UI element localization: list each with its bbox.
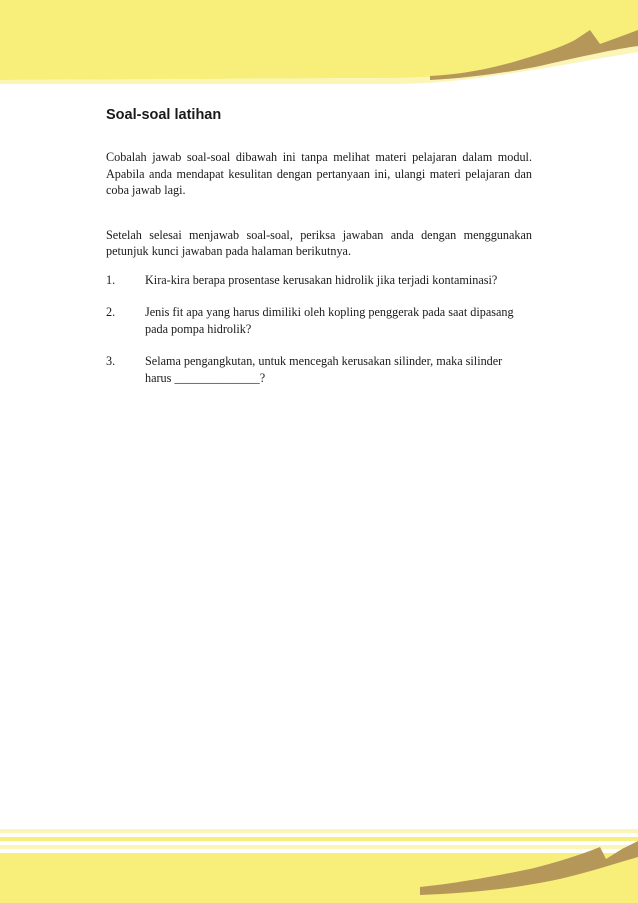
answer-key-paragraph: Setelah selesai menjawab soal-soal, periksa jawaban anda dengan menggunakan petunjuk kunci jawaban pada halaman berikutnya. <box>106 227 532 258</box>
question-item <box>106 353 532 386</box>
question-item <box>106 272 532 289</box>
footer-banner <box>0 829 638 903</box>
question-text: Kira-kira berapa prosentase kerusakan hidrolik jika terjadi kontaminasi? <box>145 272 498 287</box>
question-text: Jenis fit apa yang harus dimiliki oleh kopling penggerak pada saat dipasang pada pompa hidrolik? <box>145 305 514 336</box>
question-list <box>106 272 532 387</box>
question-item <box>106 304 532 337</box>
header-banner <box>0 0 638 86</box>
question-number: 3. <box>106 354 116 368</box>
question-number: 2. <box>106 305 116 319</box>
question-text: Selama pengangkutan, untuk mencegah kerusakan silinder, maka silinder harus ______________? <box>145 354 503 385</box>
exercise-section <box>106 106 532 402</box>
instruction-paragraph: Cobalah jawab soal-soal dibawah ini tanpa melihat materi pelajaran dalam modul. Apabila anda mendapat kesulitan dengan pertanyaan ini, ulangi materi pelajaran dan coba jawab lagi. <box>106 150 532 197</box>
question-number: 1. <box>106 272 116 287</box>
section-title: Soal-soal latihan <box>106 107 222 123</box>
